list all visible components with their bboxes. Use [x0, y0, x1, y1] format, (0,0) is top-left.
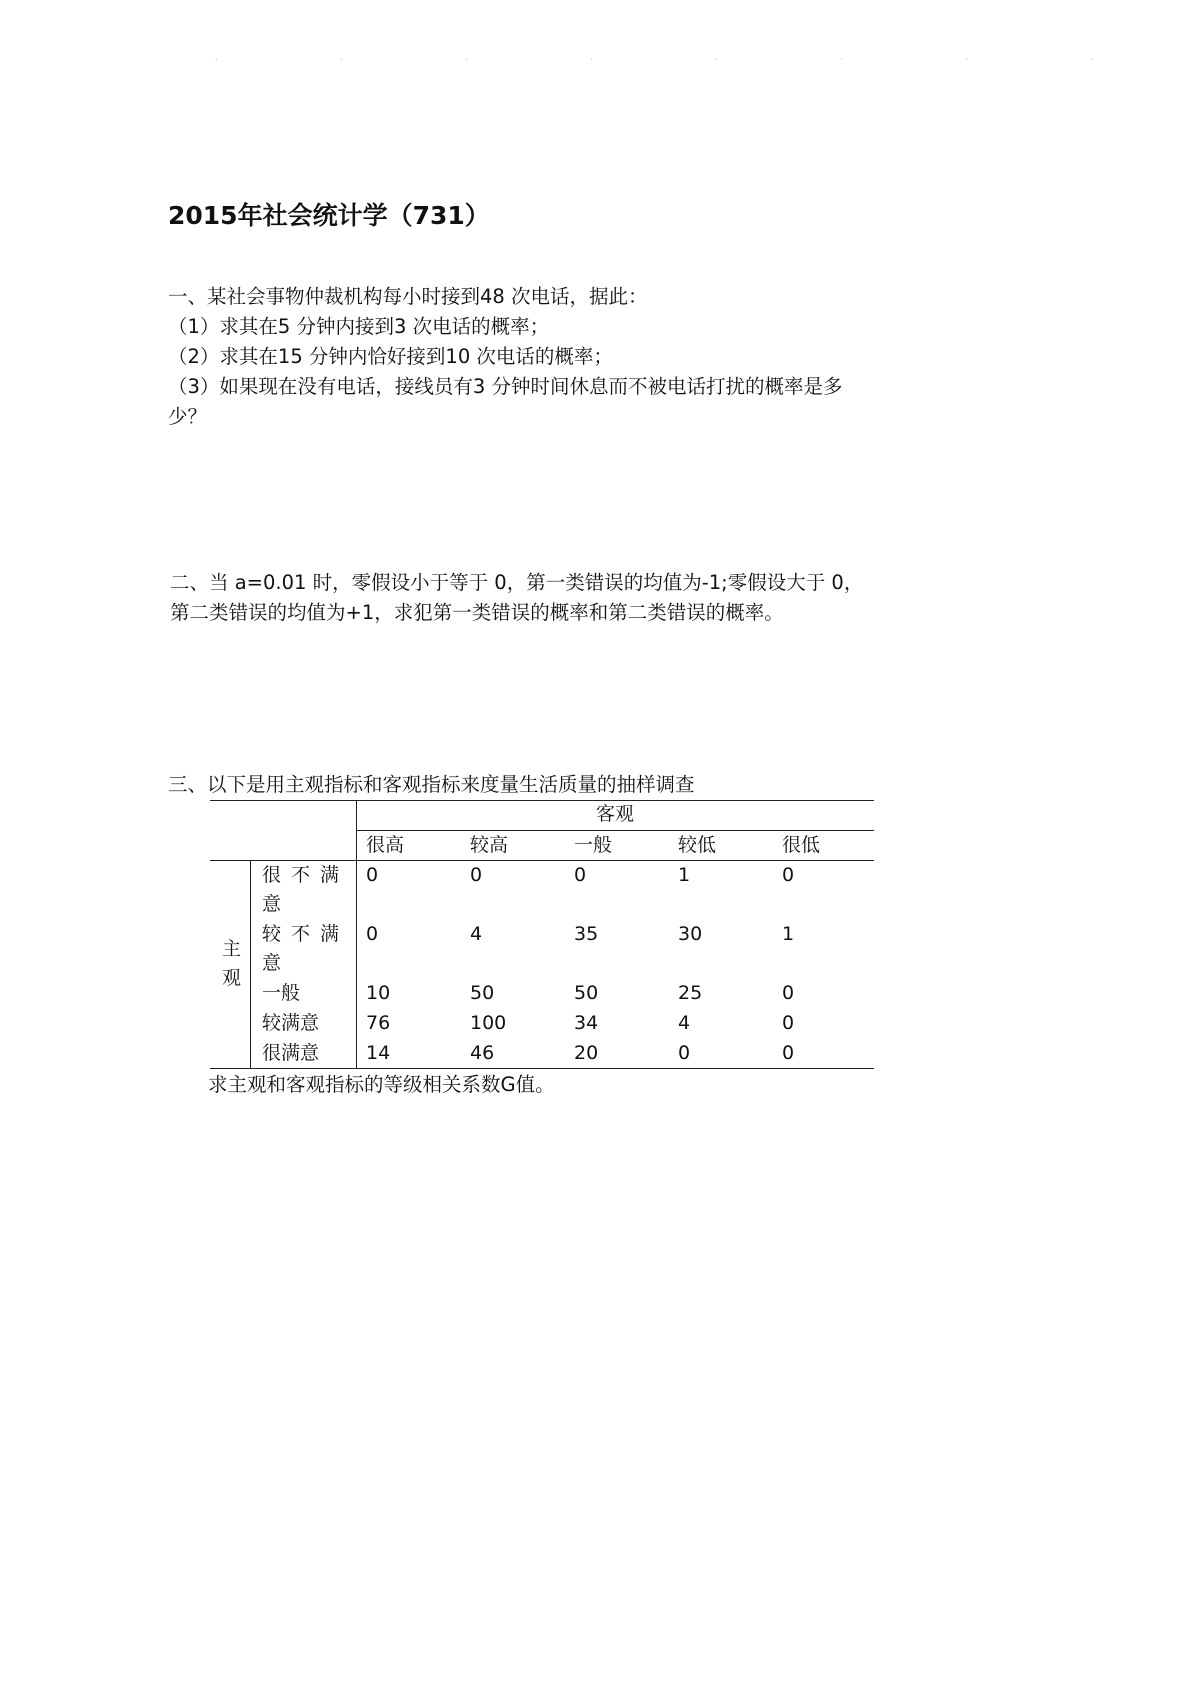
row-header: 一般 [262, 982, 301, 1004]
row-header: 很不满意 [262, 864, 350, 915]
table-cell: 0 [782, 1012, 795, 1034]
question-3-prompt: 求主观和客观指标的等级相关系数G值。 [208, 1073, 555, 1096]
table-cell: 50 [574, 982, 599, 1004]
table-cell: 0 [574, 864, 587, 886]
question-3-stem: 三、以下是用主观指标和客观指标来度量生活质量的抽样调查 [168, 773, 695, 796]
table-cell: 4 [470, 923, 483, 945]
table-cell: 14 [366, 1042, 391, 1064]
column-header: 很低 [782, 834, 821, 856]
table-rule [210, 1068, 874, 1069]
table-cell: 76 [366, 1012, 391, 1034]
row-header: 较满意 [262, 1012, 320, 1034]
question-1-part: （3）如果现在没有电话，接线员有3 分钟时间休息而不被电话打扰的概率是多 [168, 375, 843, 398]
question-2-line: 第二类错误的均值为+1，求犯第一类错误的概率和第二类错误的概率。 [170, 601, 784, 624]
table-cell: 30 [678, 923, 703, 945]
row-header: 很满意 [262, 1042, 320, 1064]
table-cell: 0 [782, 864, 795, 886]
column-header: 较低 [678, 834, 717, 856]
row-group-header: 主 [222, 938, 242, 960]
table-cell: 4 [678, 1012, 691, 1034]
table-cell: 46 [470, 1042, 495, 1064]
table-cell: 50 [470, 982, 495, 1004]
question-1-part: 少？ [168, 405, 208, 428]
column-header: 很高 [366, 834, 405, 856]
question-1-part: （2）求其在15 分钟内恰好接到10 次电话的概率； [168, 345, 613, 368]
table-cell: 10 [366, 982, 391, 1004]
question-1-stem: 一、某社会事物仲裁机构每小时接到48 次电话，据此： [168, 285, 648, 308]
table-cell: 100 [470, 1012, 507, 1034]
table-cell: 20 [574, 1042, 599, 1064]
table-cell: 0 [678, 1042, 691, 1064]
table-cell: 0 [366, 923, 379, 945]
table-cell: 0 [366, 864, 379, 886]
question-2-line: 二、当 a=0.01 时，零假设小于等于 0，第一类错误的均值为-1;零假设大于 0， [170, 571, 864, 594]
table-cell: 0 [470, 864, 483, 886]
col-group-header: 客观 [595, 803, 634, 825]
column-header: 较高 [470, 834, 509, 856]
question-1-part: （1）求其在5 分钟内接到3 次电话的概率； [168, 315, 550, 338]
row-header: 较不满意 [262, 923, 350, 974]
row-group-header: 观 [222, 967, 242, 989]
table-cell: 1 [782, 923, 795, 945]
table-cell: 34 [574, 1012, 599, 1034]
table-cell: 0 [782, 1042, 795, 1064]
table-divider [250, 860, 251, 1068]
table-cell: 35 [574, 923, 599, 945]
contingency-table [210, 800, 874, 1068]
column-header: 一般 [574, 834, 613, 856]
question-2 [170, 568, 863, 628]
scan-marks: · · · · · · · · [215, 55, 1154, 64]
page-title: 2015年社会统计学（731） [168, 201, 490, 230]
table-cell: 1 [678, 864, 691, 886]
table-cell: 25 [678, 982, 703, 1004]
question-1 [168, 282, 843, 432]
table-cell: 0 [782, 982, 795, 1004]
